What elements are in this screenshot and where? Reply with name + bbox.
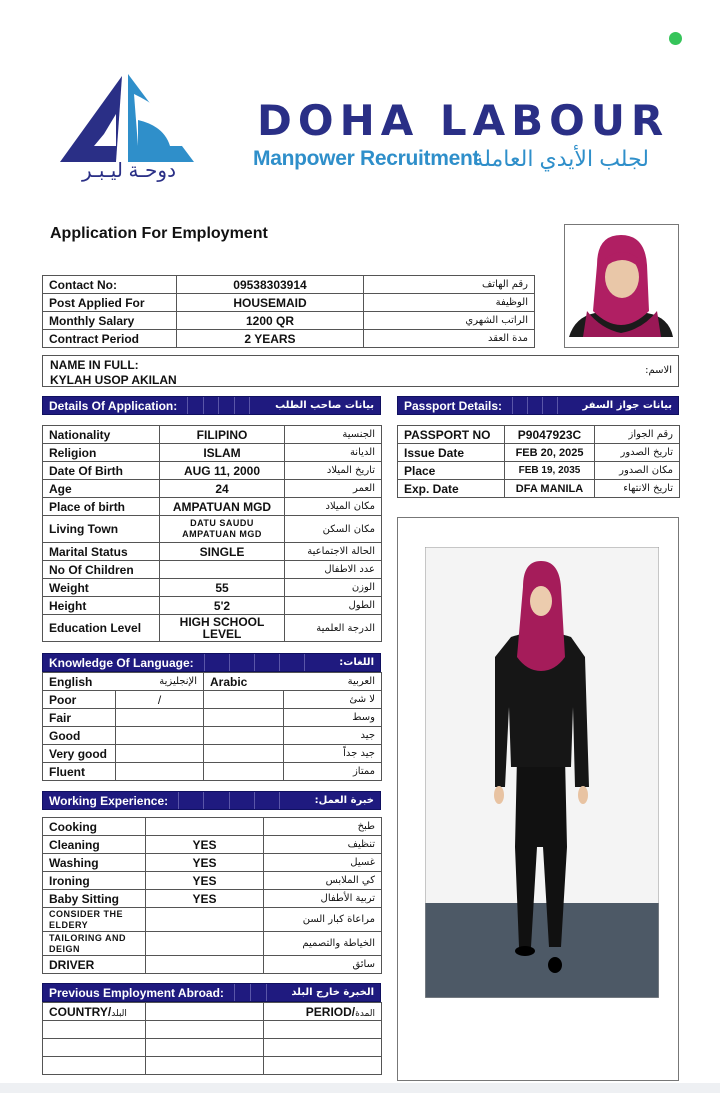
skill-label: Cleaning <box>43 836 146 854</box>
section-title-ar: اللغات: <box>339 657 374 668</box>
experience-table <box>42 817 382 974</box>
skill-label: CONSIDER THE ELDERY <box>43 908 146 932</box>
section-title: Details Of Application: <box>49 398 178 413</box>
skill-value <box>146 932 264 956</box>
table-row <box>43 836 382 854</box>
section-title: Working Experience: <box>49 793 169 808</box>
table-row <box>398 480 680 498</box>
detail-value: 55 <box>160 579 285 597</box>
company-subtitle: Manpower Recruitment <box>253 147 480 170</box>
table-row <box>43 1057 382 1075</box>
language-level-label: Poor <box>43 691 116 709</box>
table-row <box>43 480 382 498</box>
detail-value <box>160 561 285 579</box>
contact-table <box>42 275 535 348</box>
skill-label-ar: تربية الأطفال <box>264 890 382 908</box>
detail-label-ar: عدد الاطفال <box>285 561 382 579</box>
skill-label: Washing <box>43 854 146 872</box>
table-row <box>43 615 382 642</box>
passport-value: FEB 19, 2035 <box>505 462 595 480</box>
period-label: PERIOD/ <box>305 1004 356 1019</box>
detail-label-ar: تاريخ الميلاد <box>285 462 382 480</box>
english-header-ar: الإنجليزية <box>116 673 204 691</box>
table-row <box>43 956 382 974</box>
full-name-value: KYLAH USOP AKILAN <box>50 373 177 387</box>
table-row <box>398 444 680 462</box>
empty-cell <box>264 1021 382 1039</box>
language-level-label: Fair <box>43 709 116 727</box>
detail-label: Height <box>43 597 160 615</box>
table-row <box>43 1003 382 1021</box>
section-passport-details <box>397 396 679 415</box>
section-title: Passport Details: <box>404 398 503 413</box>
language-level-label: Very good <box>43 745 116 763</box>
bar-divider <box>512 397 572 414</box>
status-dot <box>669 32 682 45</box>
detail-label-ar: الحالة الاجتماعية <box>285 543 382 561</box>
language-level-label: Fluent <box>43 763 116 781</box>
full-name-label-ar: الاسم: <box>645 365 672 376</box>
company-logo <box>54 74 206 164</box>
skill-label: Ironing <box>43 872 146 890</box>
salary-label: Monthly Salary <box>43 312 177 330</box>
passport-label: PASSPORT NO <box>398 426 505 444</box>
detail-label: No Of Children <box>43 561 160 579</box>
table-row <box>43 294 535 312</box>
section-previous-employment <box>42 983 381 1002</box>
detail-label: Place of birth <box>43 498 160 516</box>
bar-divider <box>178 792 304 809</box>
table-row <box>43 872 382 890</box>
language-table <box>42 672 382 781</box>
contact-label: Contact No: <box>43 276 177 294</box>
contact-label-ar: رقم الهاتف <box>364 276 535 294</box>
detail-label: Living Town <box>43 516 160 543</box>
skill-label-ar: الخياطة والتصميم <box>264 932 382 956</box>
language-level-label-ar: جيد <box>284 727 382 745</box>
english-level-mark <box>116 727 204 745</box>
empty-cell <box>146 1021 264 1039</box>
skill-label-ar: تنظيف <box>264 836 382 854</box>
table-row <box>43 727 382 745</box>
skill-value: YES <box>146 890 264 908</box>
passport-label-ar: تاريخ الانتهاء <box>595 480 680 498</box>
section-details-of-application <box>42 396 381 415</box>
arabic-header: Arabic <box>204 673 284 691</box>
skill-value <box>146 956 264 974</box>
arabic-level-mark <box>204 727 284 745</box>
skill-value: YES <box>146 836 264 854</box>
skill-value <box>146 818 264 836</box>
passport-label: Exp. Date <box>398 480 505 498</box>
table-row <box>43 854 382 872</box>
table-row <box>43 1039 382 1057</box>
detail-label: Age <box>43 480 160 498</box>
detail-label-ar: الطول <box>285 597 382 615</box>
detail-value: 24 <box>160 480 285 498</box>
arabic-level-mark <box>204 691 284 709</box>
detail-label-ar: مكان السكن <box>285 516 382 543</box>
section-title-ar: بيانات صاحب الطلب <box>275 400 374 411</box>
country-label: COUNTRY/ <box>49 1004 112 1019</box>
skill-label-ar: كي الملابس <box>264 872 382 890</box>
table-row <box>398 426 680 444</box>
headshot-photo <box>564 224 679 348</box>
empty-cell <box>43 1039 146 1057</box>
full-name-label: NAME IN FULL: <box>50 358 139 372</box>
passport-label-ar: رقم الجواز <box>595 426 680 444</box>
section-knowledge-of-language <box>42 653 381 672</box>
salary-label-ar: الراتب الشهري <box>364 312 535 330</box>
language-level-label-ar: وسط <box>284 709 382 727</box>
english-level-mark: / <box>116 691 204 709</box>
section-title-ar: بيانات جواز السفر <box>582 400 672 411</box>
skill-label: TAILORING AND DEIGN <box>43 932 146 956</box>
detail-label-ar: العمر <box>285 480 382 498</box>
detail-label: Religion <box>43 444 160 462</box>
skill-label: DRIVER <box>43 956 146 974</box>
passport-table <box>397 425 680 498</box>
detail-label: Education Level <box>43 615 160 642</box>
detail-value: SINGLE <box>160 543 285 561</box>
contract-label: Contract Period <box>43 330 177 348</box>
skill-label-ar: مراعاة كبار السن <box>264 908 382 932</box>
table-row <box>43 444 382 462</box>
country-header <box>43 1003 146 1021</box>
table-row <box>43 597 382 615</box>
detail-label-ar: مكان الميلاد <box>285 498 382 516</box>
bar-divider <box>234 984 281 1001</box>
detail-value: 5'2 <box>160 597 285 615</box>
language-level-label-ar: لا شئ <box>284 691 382 709</box>
empty-cell <box>146 1039 264 1057</box>
language-level-label: Good <box>43 727 116 745</box>
table-row <box>43 579 382 597</box>
passport-value: FEB 20, 2025 <box>505 444 595 462</box>
empty-cell <box>43 1021 146 1039</box>
table-row <box>43 673 382 691</box>
country-label-ar: البلد <box>111 1008 127 1019</box>
detail-value: HIGH SCHOOL LEVEL <box>160 615 285 642</box>
table-row <box>43 709 382 727</box>
detail-value: DATU SAUDU AMPATUAN MGD <box>160 516 285 543</box>
post-label-ar: الوظيفة <box>364 294 535 312</box>
table-row <box>43 561 382 579</box>
language-level-label-ar: جيد جداً <box>284 745 382 763</box>
contract-label-ar: مدة العقد <box>364 330 535 348</box>
arabic-level-mark <box>204 709 284 727</box>
contact-value: 09538303914 <box>177 276 364 294</box>
company-name: DOHA LABOUR <box>257 96 670 145</box>
bar-divider <box>204 654 330 671</box>
table-row <box>43 312 535 330</box>
english-header: English <box>43 673 116 691</box>
skill-label-ar: طبخ <box>264 818 382 836</box>
detail-label: Weight <box>43 579 160 597</box>
passport-label-ar: تاريخ الصدور <box>595 444 680 462</box>
table-row <box>43 691 382 709</box>
table-row <box>43 276 535 294</box>
contract-value: 2 YEARS <box>177 330 364 348</box>
detail-label-ar: الجنسية <box>285 426 382 444</box>
post-label: Post Applied For <box>43 294 177 312</box>
table-row <box>43 932 382 956</box>
period-label-ar: المدة <box>355 1008 375 1019</box>
language-level-label-ar: ممتاز <box>284 763 382 781</box>
passport-value: DFA MANILA <box>505 480 595 498</box>
detail-label: Marital Status <box>43 543 160 561</box>
passport-value: P9047923C <box>505 426 595 444</box>
company-subtitle-arabic: لجلب الأيدي العاملة <box>472 146 649 171</box>
detail-value: FILIPINO <box>160 426 285 444</box>
detail-value: ISLAM <box>160 444 285 462</box>
empty-cell <box>264 1057 382 1075</box>
period-header <box>264 1003 382 1021</box>
english-level-mark <box>116 745 204 763</box>
empty-cell <box>146 1003 264 1021</box>
section-title: Knowledge Of Language: <box>49 655 194 670</box>
passport-label-ar: مكان الصدور <box>595 462 680 480</box>
skill-value <box>146 908 264 932</box>
table-row <box>43 745 382 763</box>
table-row <box>43 543 382 561</box>
full-name-box <box>42 355 679 387</box>
skill-label: Baby Sitting <box>43 890 146 908</box>
detail-label-ar: الوزن <box>285 579 382 597</box>
section-working-experience <box>42 791 381 810</box>
arabic-level-mark <box>204 763 284 781</box>
skill-label-ar: سائق <box>264 956 382 974</box>
logo-arabic-text: دوحـة ليـبـر <box>82 160 176 182</box>
table-row <box>43 330 535 348</box>
skill-value: YES <box>146 854 264 872</box>
detail-value: AMPATUAN MGD <box>160 498 285 516</box>
arabic-header-ar: العربية <box>284 673 382 691</box>
arabic-level-mark <box>204 745 284 763</box>
skill-label: Cooking <box>43 818 146 836</box>
section-title-ar: الخبرة خارج البلد <box>291 987 374 998</box>
english-level-mark <box>116 709 204 727</box>
full-body-image <box>425 547 659 998</box>
skill-label-ar: غسيل <box>264 854 382 872</box>
detail-label: Nationality <box>43 426 160 444</box>
empty-cell <box>264 1039 382 1057</box>
empty-cell <box>43 1057 146 1075</box>
salary-value: 1200 QR <box>177 312 364 330</box>
passport-label: Place <box>398 462 505 480</box>
skill-value: YES <box>146 872 264 890</box>
passport-label: Issue Date <box>398 444 505 462</box>
english-level-mark <box>116 763 204 781</box>
section-title: Previous Employment Abroad: <box>49 985 224 1000</box>
empty-cell <box>146 1057 264 1075</box>
detail-value: AUG 11, 2000 <box>160 462 285 480</box>
bar-divider <box>187 397 265 414</box>
table-row <box>43 498 382 516</box>
table-row <box>43 763 382 781</box>
table-row <box>43 818 382 836</box>
full-body-photo <box>397 517 679 1081</box>
table-row <box>43 1021 382 1039</box>
previous-employment-table <box>42 1002 382 1075</box>
detail-label-ar: الدرجة العلمية <box>285 615 382 642</box>
detail-label-ar: الديانة <box>285 444 382 462</box>
table-row <box>43 516 382 543</box>
table-row <box>43 426 382 444</box>
bottom-strip <box>0 1083 720 1093</box>
table-row <box>398 462 680 480</box>
table-row <box>43 462 382 480</box>
table-row <box>43 890 382 908</box>
table-row <box>43 908 382 932</box>
document-title: Application For Employment <box>50 225 268 242</box>
post-value: HOUSEMAID <box>177 294 364 312</box>
detail-label: Date Of Birth <box>43 462 160 480</box>
details-table <box>42 425 382 642</box>
section-title-ar: خبرة العمل: <box>314 795 374 806</box>
